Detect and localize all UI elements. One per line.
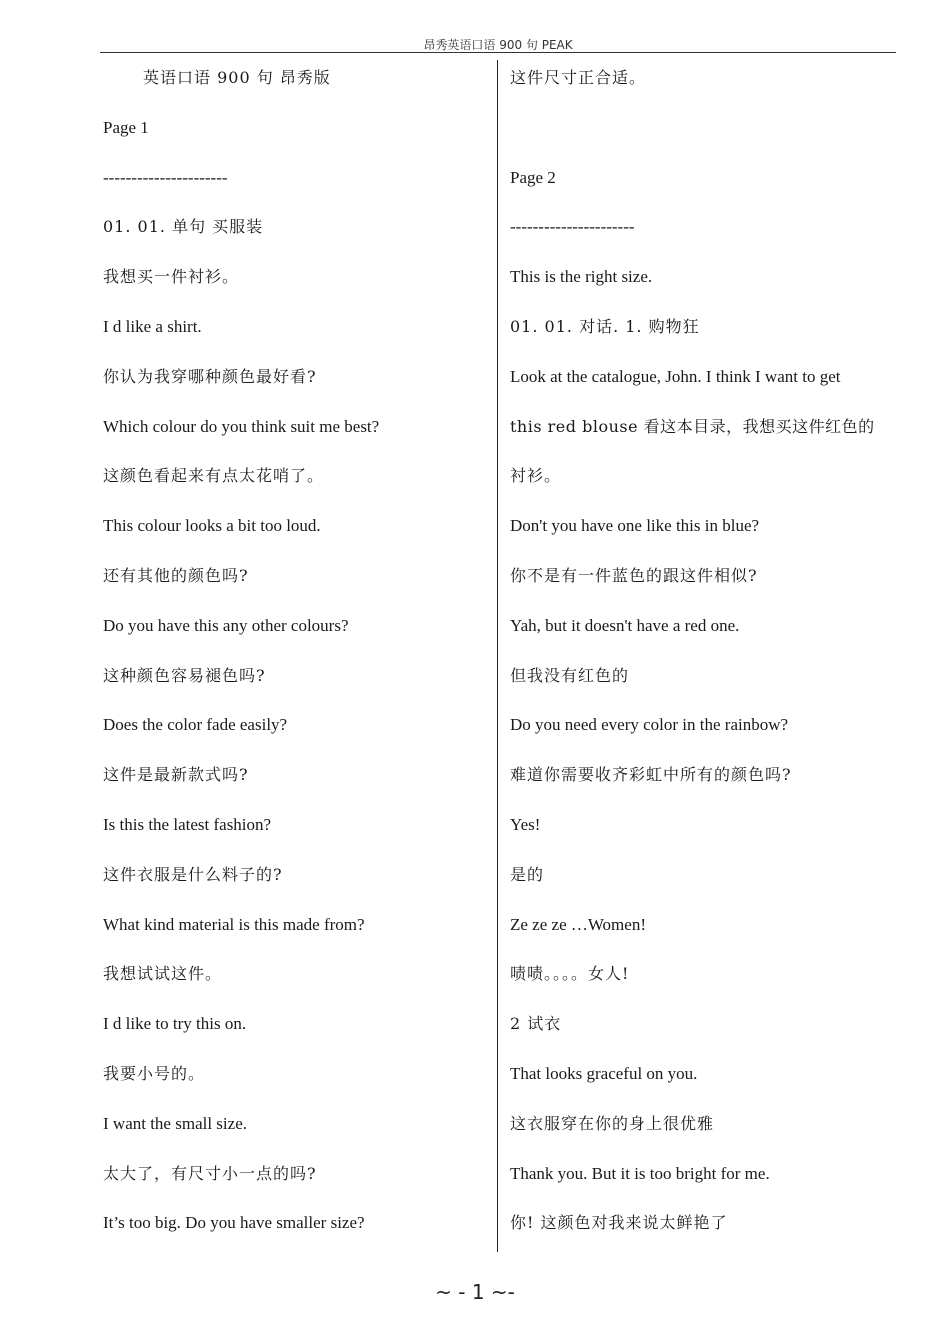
right-line-10: Don't you have one like this in blue? xyxy=(510,516,760,536)
left-line-11: Do you have this any other colours? xyxy=(103,615,349,635)
header-rule xyxy=(100,52,896,53)
right-line-20: 2 试衣 xyxy=(510,1014,562,1034)
left-line-19: I d like to try this on. xyxy=(103,1014,247,1034)
left-line-14: 这件是最新款式吗? xyxy=(103,765,249,785)
right-line-11: 你不是有一件蓝色的跟这件相似? xyxy=(510,565,758,585)
right-column xyxy=(510,60,900,1255)
left-line-2: ---------------------- xyxy=(103,167,228,187)
left-line-18: 我想试试这件。 xyxy=(103,964,223,984)
left-line-9: This colour looks a bit too loud. xyxy=(103,516,321,536)
left-line-7: Which colour do you think suit me best? xyxy=(103,416,380,436)
left-line-13: Does the color fade easily? xyxy=(103,715,288,735)
left-line-5: I d like a shirt. xyxy=(103,316,202,336)
left-column xyxy=(103,60,488,1255)
page-number-footer: ~ - 1 ~- xyxy=(435,1280,515,1304)
right-line-7: Look at the catalogue, John. I think I want to get xyxy=(510,366,841,386)
document-title: 英语口语 900 句 昂秀版 xyxy=(143,68,331,87)
left-line-20: 我要小号的。 xyxy=(103,1063,206,1083)
left-line-21: I want the small size. xyxy=(103,1113,247,1133)
left-line-23: It’s too big. Do you have smaller size? xyxy=(103,1213,365,1233)
left-line-16: 这件衣服是什么料子的? xyxy=(103,864,283,884)
left-line-3: 01. 01. 单句 买服装 xyxy=(103,217,264,237)
left-line-10: 还有其他的颜色吗? xyxy=(103,565,249,585)
right-line-8: this red blouse 看这本目录，我想买这件红色的 xyxy=(510,416,875,436)
right-line-12: Yah, but it doesn't have a red one. xyxy=(510,615,740,635)
right-line-21: That looks graceful on you. xyxy=(510,1063,698,1083)
right-line-5: This is the right size. xyxy=(510,267,653,287)
right-line-2 xyxy=(510,110,900,160)
left-line-4: 我想买一件衬衫。 xyxy=(103,267,240,287)
right-line-18: Ze ze ze …Women! xyxy=(510,914,646,934)
right-line-14: Do you need every color in the rainbow? xyxy=(510,715,789,735)
right-line-3: Page 2 xyxy=(510,167,556,187)
right-line-1: 这件尺寸正合适。 xyxy=(510,68,647,87)
right-line-4: ---------------------- xyxy=(510,217,635,237)
right-line-17: 是的 xyxy=(510,864,545,884)
right-line-22: 这衣服穿在你的身上很优雅 xyxy=(510,1113,715,1133)
right-line-9: 衬衫。 xyxy=(510,466,562,486)
left-line-1: Page 1 xyxy=(103,117,149,137)
right-line-19: 啧啧。。。。女人! xyxy=(510,964,630,984)
page-header: 昂秀英语口语 900 句 PEAK xyxy=(423,38,573,52)
right-line-6: 01. 01. 对话. 1. 购物狂 xyxy=(510,316,700,336)
left-line-12: 这种颜色容易褪色吗? xyxy=(103,665,266,685)
left-line-8: 这颜色看起来有点太花哨了。 xyxy=(103,466,325,486)
left-line-22: 太大了，有尺寸小一点的吗? xyxy=(103,1163,317,1183)
left-line-6: 你认为我穿哪种颜色最好看? xyxy=(103,366,317,386)
column-divider xyxy=(497,60,498,1252)
right-line-24: 你! 这颜色对我来说太鲜艳了 xyxy=(510,1213,728,1233)
right-line-15: 难道你需要收齐彩虹中所有的颜色吗? xyxy=(510,765,792,785)
right-line-16: Yes! xyxy=(510,814,541,834)
left-line-17: What kind material is this made from? xyxy=(103,914,365,934)
left-line-15: Is this the latest fashion? xyxy=(103,814,272,834)
right-line-13: 但我没有红色的 xyxy=(510,665,630,685)
right-line-23: Thank you. But it is too bright for me. xyxy=(510,1163,770,1183)
